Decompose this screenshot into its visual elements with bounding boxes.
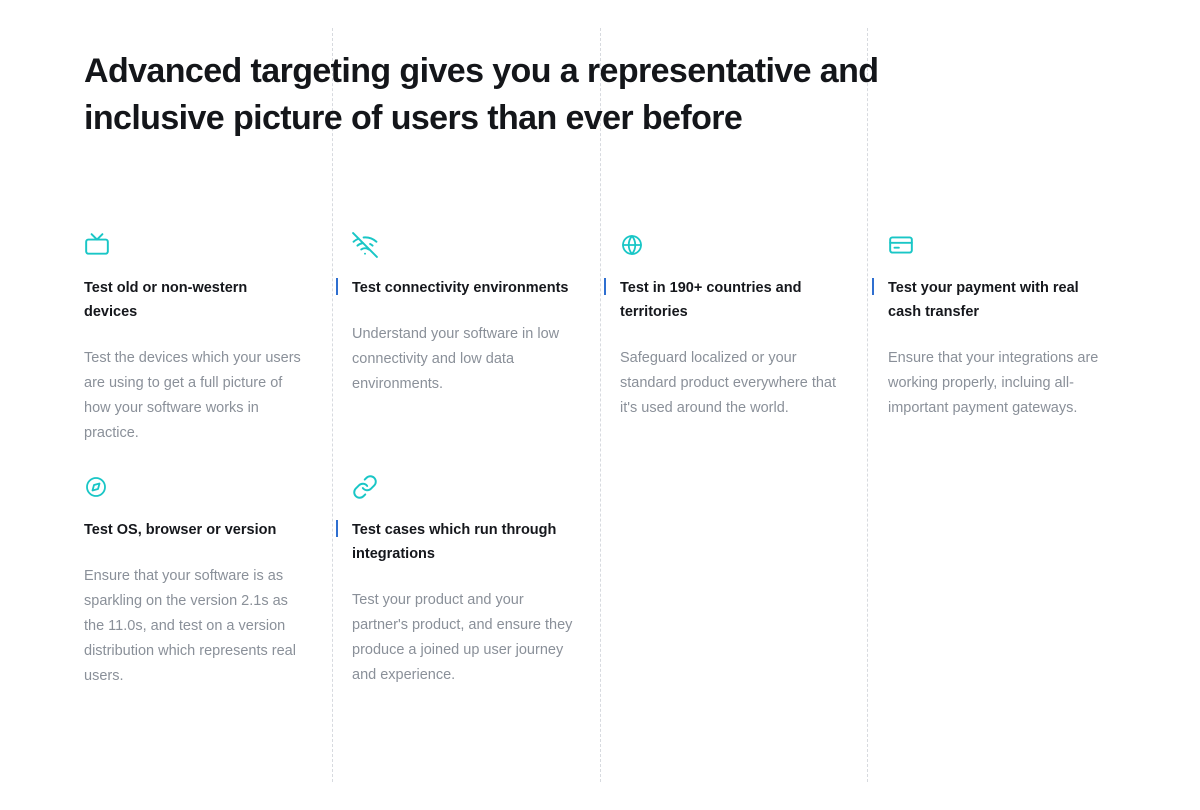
feature-title: Test your payment with real cash transfer [888, 276, 1114, 324]
feature-body: Test the devices which your users are using to get a full picture of how your software works in practice. [84, 350, 301, 441]
features-row-1 [84, 228, 1164, 446]
feature-body: Ensure that your integrations are working properly, incluing all-important payment gateways. [888, 350, 1099, 416]
feature-card-payment [888, 228, 1156, 446]
feature-card-devices [84, 228, 352, 446]
feature-body: Understand your software in low connectivity and low data environments. [352, 326, 560, 392]
feature-card-countries [620, 228, 888, 446]
feature-card-os-browser [84, 470, 352, 689]
features-row-2 [84, 470, 1164, 689]
feature-card-empty-1 [620, 470, 888, 689]
tv-icon [84, 228, 318, 262]
page-title: Advanced targeting gives you a representative and inclusive picture of users than ever before [84, 52, 879, 137]
feature-title: Test in 190+ countries and territories [620, 276, 852, 324]
feature-card-integrations [352, 470, 620, 689]
credit-card-icon [888, 228, 1122, 262]
headline-block [84, 48, 1160, 142]
compass-icon [84, 470, 318, 504]
feature-body: Test your product and your partner's product, and ensure they produce a joined up user journey and experience. [352, 592, 573, 683]
globe-icon [620, 228, 854, 262]
feature-title: Test OS, browser or version [84, 522, 277, 538]
feature-card-empty-2 [888, 470, 1156, 689]
wifi-off-icon [352, 228, 586, 262]
features-grid [84, 228, 1164, 689]
feature-title: Test cases which run through integrations [352, 518, 578, 566]
feature-body: Safeguard localized or your standard product everywhere that it's used around the world. [620, 350, 837, 416]
link-icon [352, 470, 586, 504]
feature-title: Test old or non-western devices [84, 280, 248, 320]
feature-card-connectivity [352, 228, 620, 446]
feature-body: Ensure that your software is as sparkling on the version 2.1s as the 11.0s, and test on a version distribution which represents real users. [84, 568, 296, 684]
feature-title: Test connectivity environments [352, 276, 578, 300]
